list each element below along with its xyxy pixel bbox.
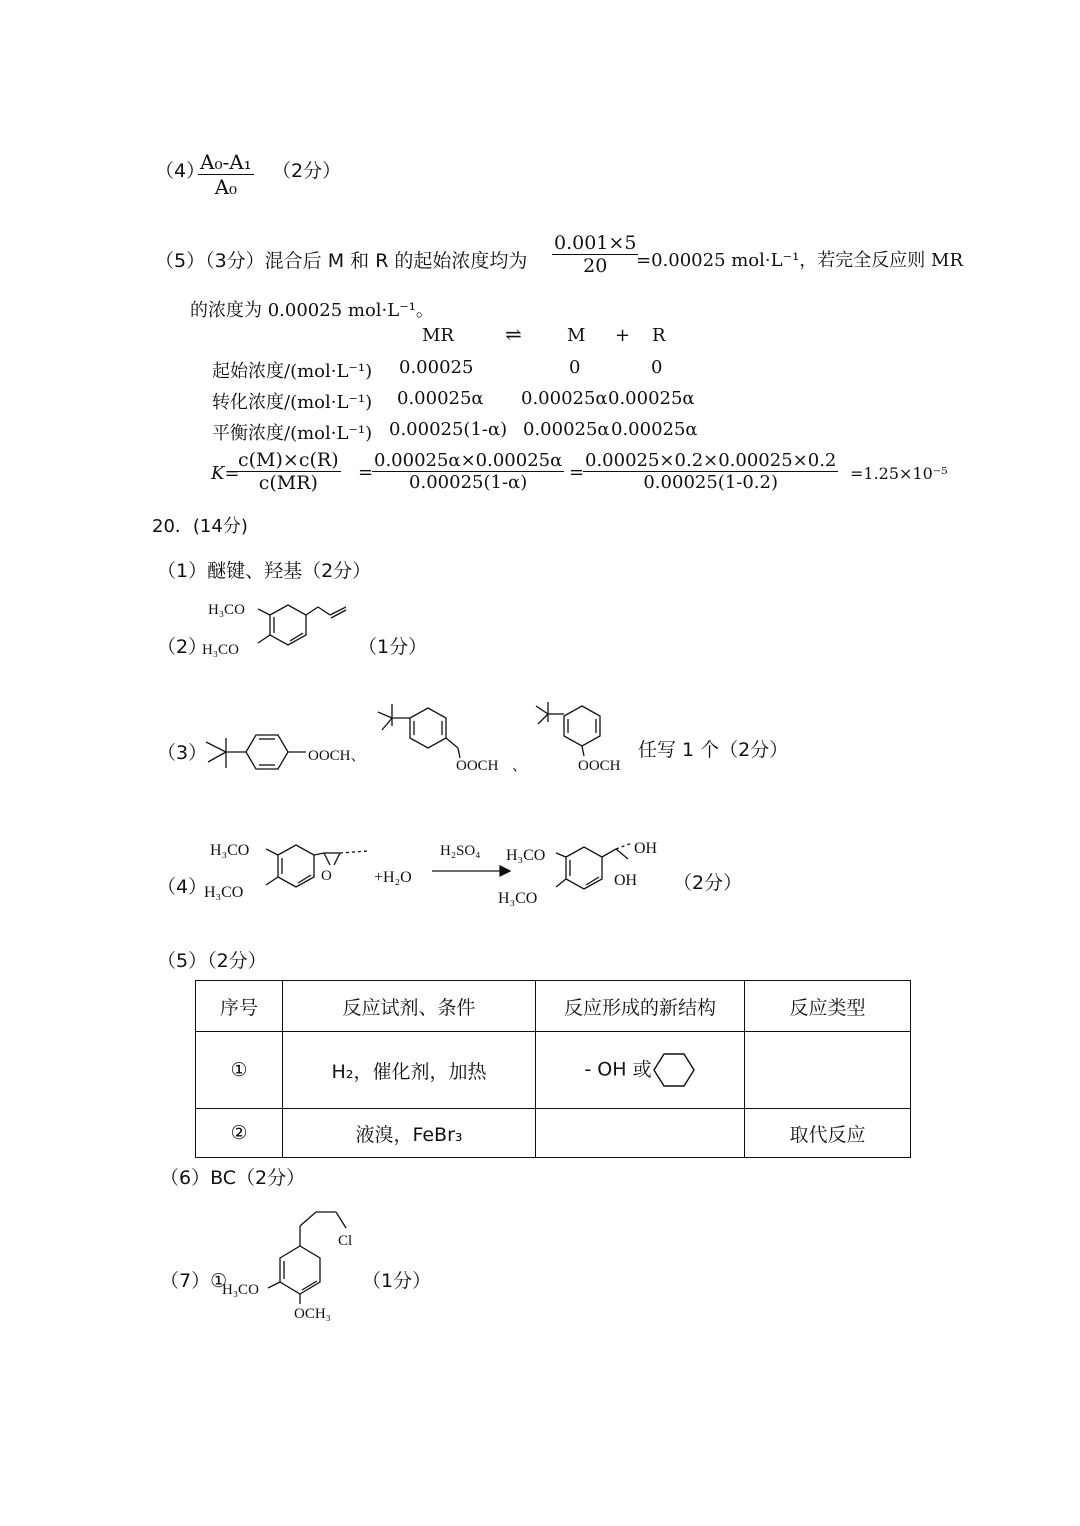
k-fraction-2 [372,450,564,493]
k-eq2: = [569,462,585,483]
q5-text-after: =0.00025 mol·L⁻¹，若完全反应则 MR [636,250,963,271]
q20-title: 20．(14分) [152,516,248,537]
row1-structure: - OH 或 [584,1058,652,1081]
k-fraction-3 [583,450,838,493]
ice-row-equilibrium-label: 平衡浓度/(mol·L⁻¹) [212,423,373,444]
q4-numerator: A₀-A₁ [200,150,252,174]
ice-mr-header: MR [422,325,454,346]
ice-row-initial-mr: 0.00025 [399,357,474,378]
table-row [196,1032,911,1109]
q5-line2: 的浓度为 0.00025 mol·L⁻¹。 [190,300,434,321]
q20-part6: （6）BC（2分） [160,1167,306,1189]
q20-part3-note: 任写 1 个（2分） [638,739,789,761]
p2-h3co-bottom: H₃CO [202,642,239,658]
row2-number: ② [196,1109,283,1158]
ice-equilibrium-arrow-icon: ⇌ [505,322,522,346]
p2-h3co-top: H₃CO [208,602,245,618]
q20-part4-reaction [200,835,670,915]
q5-frac-den: 20 [583,255,608,277]
table-header-row [196,981,911,1032]
k-result: =1.25×10⁻⁵ [850,464,948,483]
k-fraction-1 [236,449,341,494]
q20-part4-score: （2分） [673,872,743,894]
p4-h2so4: H₂SO₄ [440,843,481,859]
q20-part4-label: （4） [157,876,208,898]
q4-score: （2分） [272,160,342,182]
th-reagent: 反应试剂、条件 [283,981,536,1032]
th-structure: 反应形成的新结构 [536,981,745,1032]
q4-label: （4） [155,160,206,182]
row1-number: ① [196,1032,283,1109]
ice-row-initial-r: 0 [651,357,663,378]
row2-reagent: 液溴，FeBr₃ [283,1109,536,1158]
p4-product-h3co-top: H₃CO [506,847,546,864]
k-f2-den: 0.00025(1-α) [409,472,528,493]
q20-part1: （1）醚键、羟基（2分） [157,560,372,582]
p3-c-ooch: OOCH [578,758,621,774]
q20-part2-label: （2） [157,636,208,658]
p4-water: +H₂O [374,869,412,886]
ice-r-header: R [652,325,666,346]
p4-product-h3co-bottom: H₃CO [498,890,538,907]
k-f3-num: 0.00025×0.2×0.00025×0.2 [585,450,837,471]
p3-separator: 、 [512,758,528,774]
p4-oh-top: OH [634,840,658,857]
k-f1-den: c(MR) [258,472,318,494]
row1-reagent: H₂，催化剂，加热 [283,1032,536,1109]
k-f1-num: c(M)×c(R) [238,449,339,471]
row2-type: 取代反应 [745,1109,911,1158]
reaction-table [195,980,911,1158]
p3-b-ooch: OOCH [456,758,499,774]
ice-row-initial-m: 0 [569,357,581,378]
ice-row-equilibrium-mr: 0.00025(1-α) [389,419,508,440]
row1-type [745,1032,911,1109]
th-type: 反应类型 [745,981,911,1032]
ice-row-change-mr: 0.00025α [397,388,484,409]
ice-row-change-r: 0.00025α [608,388,695,409]
q20-part7-label: （7）① [160,1270,228,1292]
k-label: K= [211,463,240,484]
p4-oh-bottom: OH [614,872,638,889]
row1-structure-cell [536,1032,745,1109]
p7-cl: Cl [338,1233,353,1249]
ice-plus: + [615,325,631,346]
k-eq1: = [358,462,374,483]
q20-part2-score: （1分） [358,636,428,658]
q20-part7-structure [220,1200,370,1325]
q20-part5-label: （5）（2分） [157,950,267,972]
q20-part3-label: （3） [157,742,208,764]
p4-reactant-h3co-top: H₃CO [210,842,250,859]
q20-part7-score: （1分） [362,1270,432,1292]
k-f2-num: 0.00025α×0.00025α [374,450,563,471]
p3-a-ooch: OOCH、 [308,748,366,764]
k-f3-den: 0.00025(1-0.2) [643,472,778,493]
ice-row-equilibrium-m: 0.00025α [523,419,610,440]
q5-fraction [552,232,638,277]
q5-intro: （5）（3分）混合后 M 和 R 的起始浓度均为 [155,250,528,272]
p4-epoxide-o: O [321,868,332,884]
q20-part2-structure [200,595,360,665]
p7-och3: OCH₃ [294,1306,331,1322]
ice-row-change-label: 转化浓度/(mol·L⁻¹) [212,392,373,413]
ice-row-equilibrium-r: 0.00025α [611,419,698,440]
ice-row-initial-label: 起始浓度/(mol·L⁻¹) [212,361,373,382]
ice-m-header: M [567,325,586,346]
q4-fraction [198,150,254,199]
q4-denominator: A₀ [214,175,238,199]
p7-h3co: H₃CO [222,1282,259,1298]
th-number: 序号 [196,981,283,1032]
ice-row-change-m: 0.00025α [521,388,608,409]
q5-frac-num: 0.001×5 [554,232,637,254]
row2-structure [536,1109,745,1158]
table-row [196,1109,911,1158]
cyclohexane-icon [652,1050,696,1090]
q20-part3-structures [198,700,638,780]
p4-reactant-h3co-bottom: H₃CO [204,884,244,901]
